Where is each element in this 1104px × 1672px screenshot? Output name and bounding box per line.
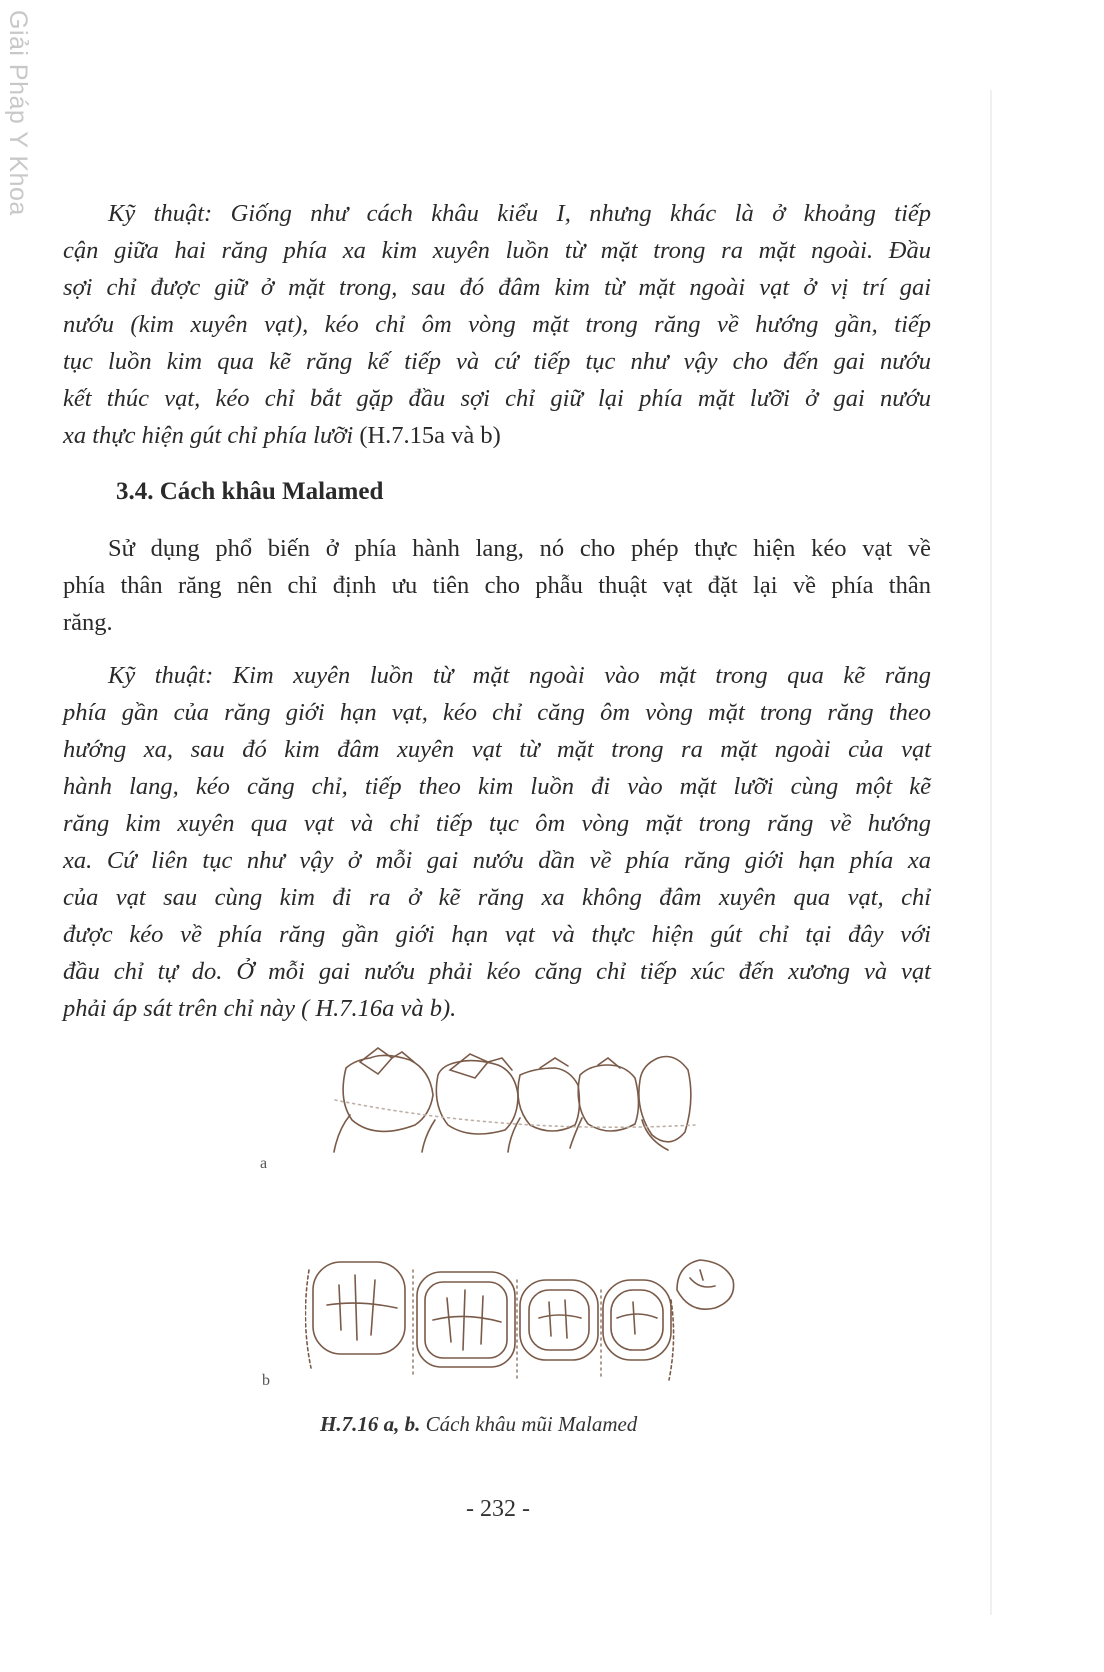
text-line: phía gần của răng giới hạn vạt, kéo chỉ căng ôm vòng mặt trong răng theo xyxy=(63,699,931,726)
page-edge-line xyxy=(990,90,992,1615)
section-heading: 3.4. Cách khâu Malamed xyxy=(116,478,384,505)
text-line: nướu (kim xuyên vạt), kéo chỉ ôm vòng mặt trong răng về hướng gần, tiếp xyxy=(63,311,931,338)
text-line: Sử dụng phổ biến ở phía hành lang, nó cho phép thực hiện kéo vạt về xyxy=(108,535,931,562)
watermark-text: Giải Pháp Y Khoa xyxy=(4,10,32,216)
paragraph-technique-1 xyxy=(63,195,931,454)
text-line: răng. xyxy=(63,609,113,636)
text-line-last xyxy=(63,417,931,454)
text-line: tục luồn kim qua kẽ răng kế tiếp và cứ tiếp tục như vậy cho đến gai nướu xyxy=(63,348,931,375)
tooth-occlusal-premolar-2 xyxy=(603,1280,671,1360)
tooth-canine xyxy=(639,1057,691,1151)
text-line: xa. Cứ liên tục như vậy ở mỗi gai nướu dần về phía răng giới hạn phía xa xyxy=(63,847,931,874)
text-line: hành lang, kéo căng chỉ, tiếp theo kim luồn đi vào mặt lưỡi cùng một kẽ xyxy=(63,773,931,800)
text-line: sợi chỉ được giữ ở mặt trong, sau đó đâm kim từ mặt ngoài vạt ở vị trí gai xyxy=(63,274,931,301)
paragraph-technique-2 xyxy=(63,657,931,1027)
tooth-occlusal-premolar-1 xyxy=(520,1280,598,1360)
figure-reference: (H.7.15a và b) xyxy=(353,422,501,449)
text-line: hướng xa, sau đó kim đâm xuyên vạt từ mặt trong ra mặt ngoài của vạt xyxy=(63,736,931,763)
tooth-premolar-1 xyxy=(508,1058,579,1152)
figure-caption xyxy=(320,1412,637,1437)
tooth-molar-1 xyxy=(334,1048,433,1152)
tooth-occlusal-canine xyxy=(669,1260,734,1380)
text-line: Kỹ thuật: Kim xuyên luồn từ mặt ngoài vào mặt trong qua kẽ răng xyxy=(108,662,931,689)
text-line: cận giữa hai răng phía xa kim xuyên luồn từ mặt trong ra mặt ngoài. Đầu xyxy=(63,237,931,264)
text-line: kết thúc vạt, kéo chỉ bắt gặp đầu sợi chỉ giữ lại phía mặt lưỡi ở gai nướu xyxy=(63,385,931,412)
tooth-premolar-2 xyxy=(570,1058,639,1148)
figure-label-a: a xyxy=(260,1155,268,1172)
figure-label-b: b xyxy=(262,1372,270,1389)
text-line: của vạt sau cùng kim đi ra ở kẽ răng xa không đâm xuyên qua vạt, chỉ xyxy=(63,884,931,911)
paragraph-usage xyxy=(63,530,931,641)
caption-text: Cách khâu mũi Malamed xyxy=(420,1412,638,1436)
tooth-molar-2 xyxy=(422,1054,518,1152)
text-line: răng kim xuyên qua vạt và chỉ tiếp tục ôm vòng mặt trong răng về hướng xyxy=(63,810,931,837)
tooth-occlusal-molar-2 xyxy=(417,1272,515,1367)
figure-b-teeth-occlusal-view xyxy=(305,1250,740,1390)
figure-a-teeth-buccal-view xyxy=(330,1040,700,1165)
text-line: Kỹ thuật: Giống như cách khâu kiểu I, nhưng khác là ở khoảng tiếp xyxy=(108,200,931,227)
text-line: được kéo về phía răng gần giới hạn vạt và thực hiện gút chỉ tại đây với xyxy=(63,921,931,948)
tooth-occlusal-molar-1 xyxy=(305,1262,405,1368)
text-line: xa thực hiện gút chỉ phía lưỡi xyxy=(63,422,354,449)
text-line: phía thân răng nên chỉ định ưu tiên cho phẫu thuật vạt đặt lại về phía thân xyxy=(63,572,931,599)
caption-number: H.7.16 a, b. xyxy=(320,1412,421,1436)
watermark xyxy=(6,10,32,230)
page-number: - 232 - xyxy=(466,1496,530,1522)
text-line: đầu chỉ tự do. Ở mỗi gai nướu phải kéo căng chỉ tiếp xúc đến xương và vạt xyxy=(63,958,931,985)
text-line: phải áp sát trên chỉ này ( H.7.16a và b). xyxy=(63,995,457,1022)
